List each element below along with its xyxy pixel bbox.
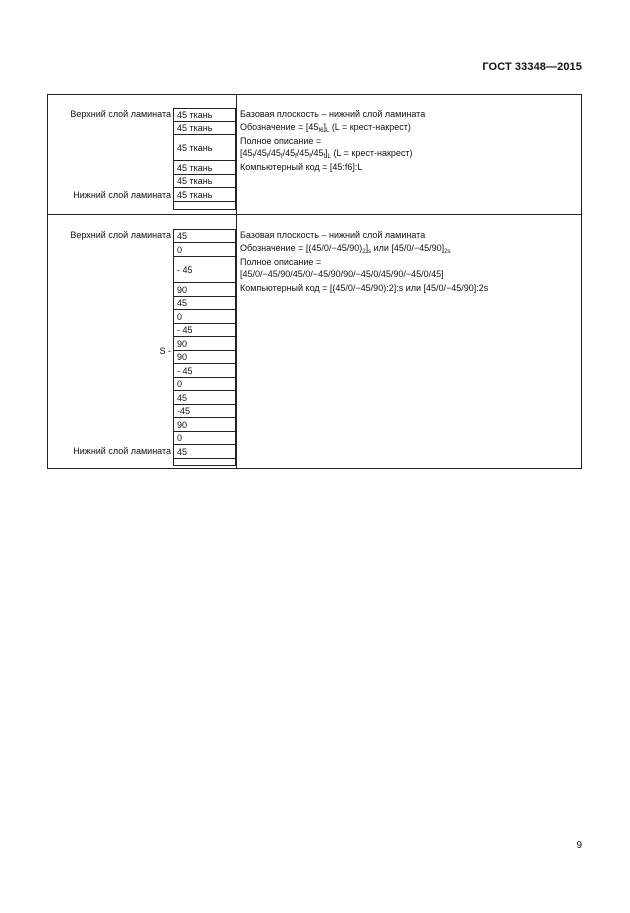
- bottom-layer-label-1: Нижний слой ламината: [73, 190, 171, 200]
- computer-code-text-2: Компьютерный код = [(45/0/−45/90):2]:s или [45/0/−45/90]:2s: [240, 283, 489, 293]
- layer-cell: - 45: [173, 256, 236, 282]
- layer-cell: - 45: [173, 363, 236, 377]
- full-description-label-2: Полное описание =: [240, 257, 322, 267]
- layer-cell: 90: [173, 350, 236, 363]
- layer-cell: 45 ткань: [173, 187, 236, 201]
- layer-cell: 45 ткань: [173, 160, 236, 174]
- layer-cell: 0: [173, 377, 236, 390]
- layer-cell: 45 ткань: [173, 134, 236, 160]
- layer-cell: 45 ткань: [173, 108, 236, 121]
- layer-cell: 0: [173, 242, 236, 256]
- layer-cell: 45: [173, 444, 236, 458]
- layer-cell: 90: [173, 336, 236, 350]
- symmetry-label: S -: [159, 346, 171, 356]
- layer-cell: 45 ткань: [173, 121, 236, 134]
- layer-stack-1: [173, 108, 236, 210]
- base-plane-text-2: Базовая плоскость – нижний слой ламината: [240, 230, 426, 240]
- layer-cell: 90: [173, 282, 236, 296]
- top-layer-label-1: Верхний слой ламината: [70, 109, 171, 119]
- layer-cell: 45 ткань: [173, 174, 236, 187]
- layer-cell: 0: [173, 431, 236, 444]
- column-divider: [236, 94, 237, 469]
- designation-text-1: Обозначение = $[45_{f6}]_L$ (L = крест-накрест): [240, 122, 411, 134]
- base-plane-text-1: Базовая плоскость – нижний слой ламината: [240, 109, 426, 119]
- designation-text-2: Обозначение = $[(45/0/-45/90)_2]_s$ или $[45/0/-45/90]_{2s}$: [240, 243, 451, 255]
- layer-cell-empty: [173, 201, 236, 210]
- layer-cell: 45: [173, 296, 236, 309]
- row-divider: [47, 214, 582, 215]
- layer-cell: 0: [173, 309, 236, 323]
- page-number: 9: [576, 840, 582, 851]
- full-description-value-1: $[45_f/45_f/45_f/45_f/45_f/45_f]_L$ (L = крест-накрест): [240, 148, 413, 160]
- full-description-value-2: [45/0/−45/90/45/0/−45/90/90/−45/0/45/90/−45/0/45]: [240, 269, 444, 279]
- computer-code-text-1: Компьютерный код = [45:f6]:L: [240, 162, 363, 172]
- bottom-layer-label-2: Нижний слой ламината: [73, 446, 171, 456]
- document-header: ГОСТ 33348—2015: [482, 61, 582, 73]
- full-description-label-1: Полное описание =: [240, 136, 322, 146]
- layer-stack-2: [173, 229, 236, 466]
- layer-cell: 45: [173, 229, 236, 242]
- layer-cell: - 45: [173, 323, 236, 336]
- layer-cell: 45: [173, 390, 236, 404]
- layer-cell: 90: [173, 417, 236, 431]
- top-layer-label-2: Верхний слой ламината: [70, 230, 171, 240]
- layer-cell-empty: [173, 458, 236, 466]
- layer-cell: -45: [173, 404, 236, 417]
